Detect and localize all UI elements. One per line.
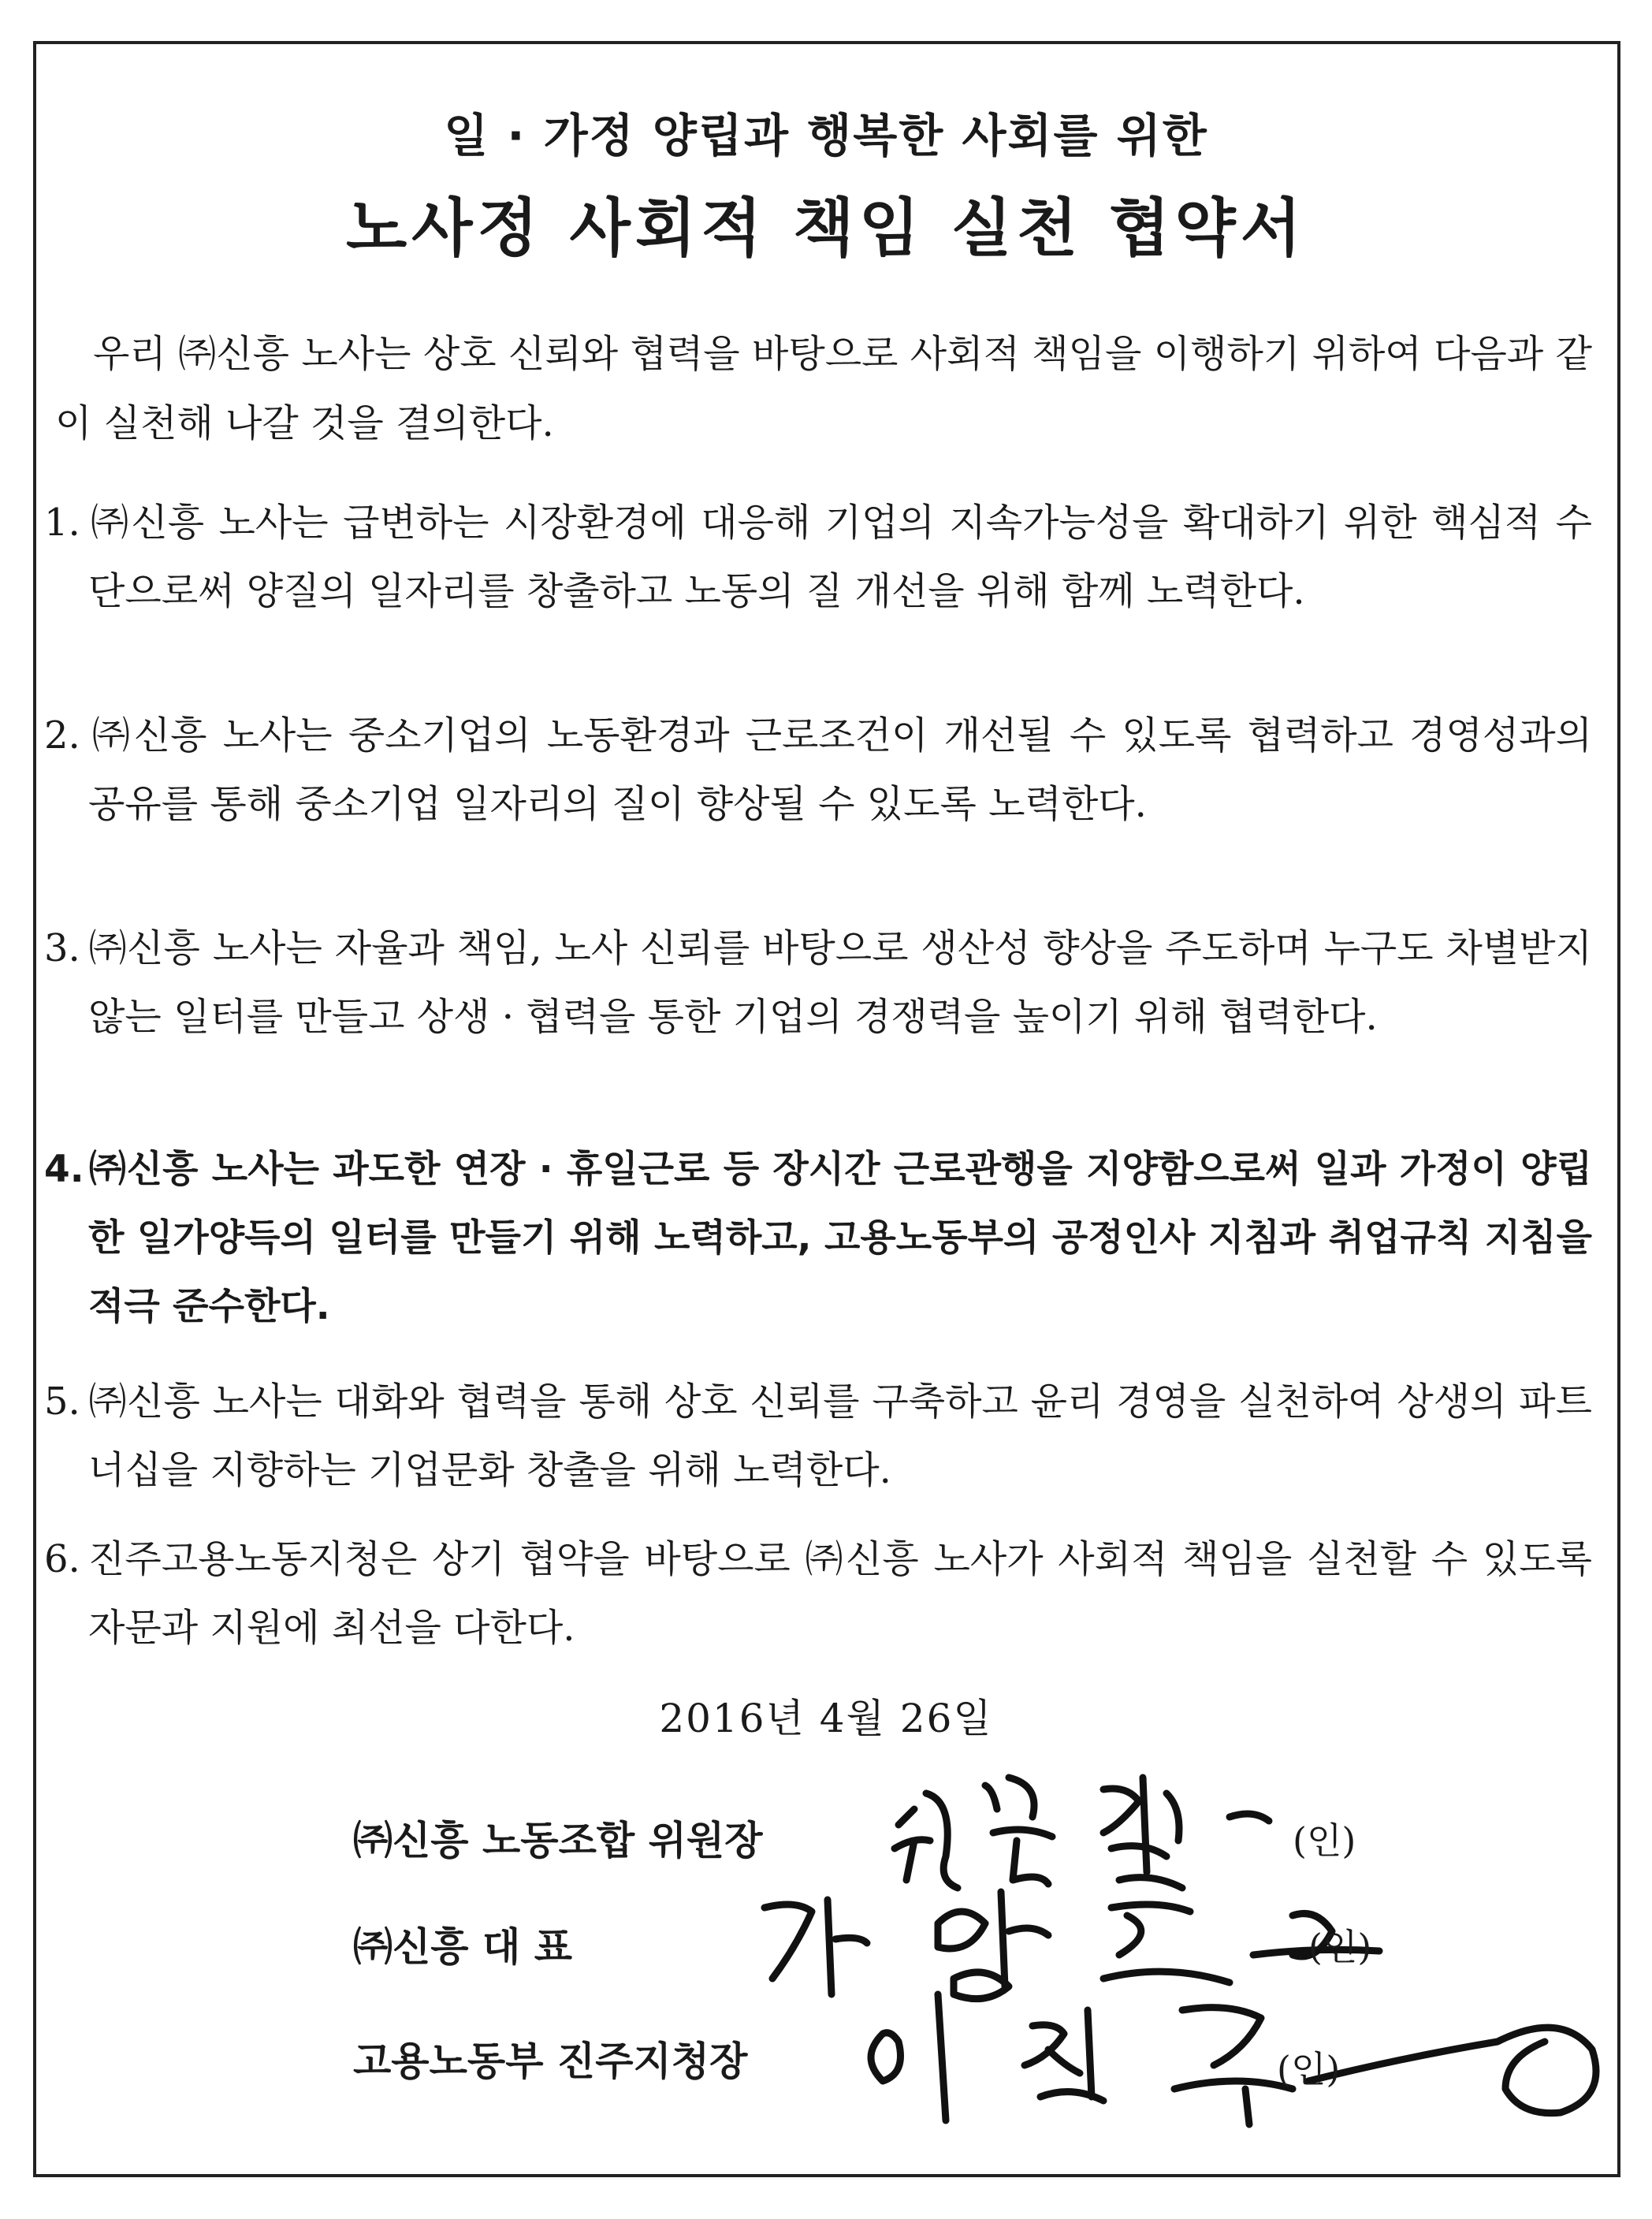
- agreement-item-1: [44, 489, 1592, 626]
- seal-mark-1: (인): [1293, 1819, 1356, 1862]
- signatory-label: ㈜신흥 대 표: [353, 1924, 573, 1970]
- item-number: 4.: [44, 1148, 84, 1191]
- item-text: ㈜신흥 노사는 대화와 협력을 통해 상호 신뢰를 구축하고 윤리 경영을 실천하여 상생의 파트너십을 지향하는 기업문화 창출을 위해 노력한다.: [88, 1379, 1592, 1492]
- agreement-date: 2016년 4월 26일: [659, 1696, 993, 1741]
- signatory-label: ㈜신흥 노동조합 위원장: [353, 1818, 763, 1863]
- seal-mark-2: (인): [1308, 1926, 1372, 1968]
- item-number: 5.: [44, 1379, 80, 1424]
- signatory-label: 고용노동부 진주지청장: [353, 2038, 748, 2084]
- signatory-union-chair: [353, 1801, 763, 1880]
- agreement-item-3: [44, 914, 1592, 1052]
- agreement-item-5: [44, 1368, 1592, 1505]
- agreement-item-6: [44, 1525, 1592, 1662]
- agreement-item-2: [44, 702, 1592, 839]
- handwritten-signature-3: [851, 1963, 1624, 2144]
- agreement-item-4: [44, 1135, 1592, 1341]
- item-number: 2.: [44, 713, 80, 758]
- item-text: ㈜신흥 노사는 자율과 책임, 노사 신뢰를 바탕으로 생산성 향상을 주도하며 누구도 차별받지 않는 일터를 만들고 상생 · 협력을 통한 기업의 경쟁력을 높이기 위해 협력한다.: [88, 926, 1592, 1039]
- signatory-branch-director: [353, 2022, 747, 2101]
- document-subtitle: 일 · 가정 양립과 행복한 사회를 위한: [444, 109, 1208, 162]
- item-text: ㈜신흥 노사는 급변하는 시장환경에 대응해 기업의 지속가능성을 확대하기 위한 핵심적 수단으로써 양질의 일자리를 창출하고 노동의 질 개선을 위해 함께 노력한다.: [88, 501, 1592, 613]
- seal-mark-3: (인): [1277, 2048, 1341, 2091]
- item-text: ㈜신흥 노사는 과도한 연장 · 휴일근로 등 장시간 근로관행을 지양함으로써 일과 가정이 양립한 일가양득의 일터를 만들기 위해 노력하고, 고용노동부의 공정인사 지침과 취업규칙 지침을 적극 준수한다.: [88, 1148, 1592, 1328]
- signatory-ceo: [353, 1908, 572, 1986]
- intro-paragraph: 우리 ㈜신흥 노사는 상호 신뢰와 협력을 바탕으로 사회적 책임을 이행하기 위하여 다음과 같이 실천해 나갈 것을 결의한다.: [55, 332, 1592, 445]
- item-text: ㈜신흥 노사는 중소기업의 노동환경과 근로조건이 개선될 수 있도록 협력하고 경영성과의 공유를 통해 중소기업 일자리의 질이 향상될 수 있도록 노력한다.: [88, 713, 1592, 826]
- item-number: 1.: [44, 501, 80, 545]
- item-number: 6.: [44, 1537, 80, 1581]
- item-text: 진주고용노동지청은 상기 협약을 바탕으로 ㈜신흥 노사가 사회적 책임을 실천할 수 있도록 자문과 지원에 최선을 다한다.: [88, 1537, 1592, 1650]
- item-number: 3.: [44, 926, 80, 970]
- document-title: 노사정 사회적 책임 실천 협약서: [345, 192, 1307, 265]
